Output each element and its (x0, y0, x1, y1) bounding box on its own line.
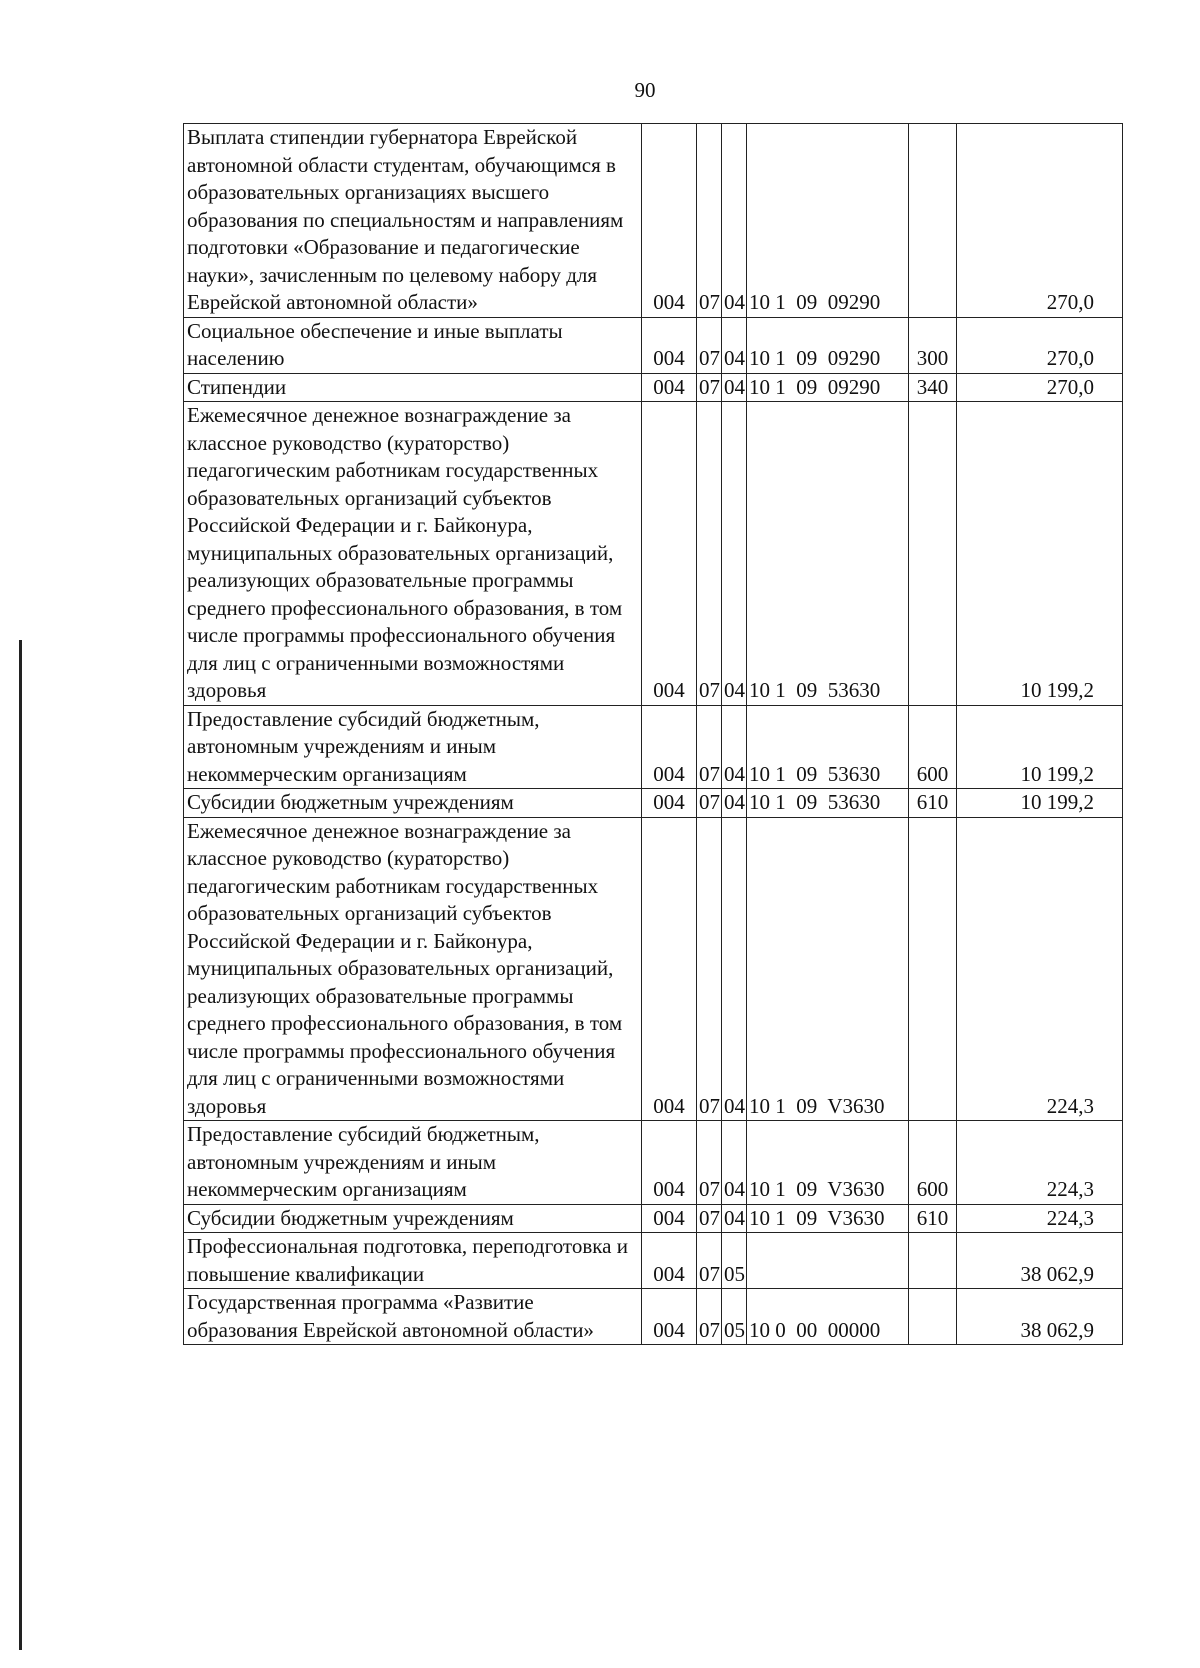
target-article-cell: 10 1 09 09290 (747, 373, 909, 402)
target-article-cell: 10 1 09 09290 (747, 124, 909, 318)
expense-type-cell (909, 402, 957, 706)
target-article-cell: 10 0 00 00000 (747, 1289, 909, 1345)
amount-cell: 224,3 (957, 1121, 1123, 1205)
table-row (184, 817, 1123, 1121)
section-cell: 07 (697, 1121, 722, 1205)
subsection-cell: 04 (722, 373, 747, 402)
target-article-cell: 10 1 09 V3630 (747, 817, 909, 1121)
section-cell: 07 (697, 1233, 722, 1289)
expense-type-cell (909, 1233, 957, 1289)
section-cell: 07 (697, 124, 722, 318)
table-row (184, 1204, 1123, 1233)
expense-type-cell: 300 (909, 317, 957, 373)
section-cell: 07 (697, 1289, 722, 1345)
amount-cell: 270,0 (957, 317, 1123, 373)
amount-cell: 224,3 (957, 1204, 1123, 1233)
grbs-cell: 004 (642, 373, 697, 402)
expense-type-cell (909, 817, 957, 1121)
row-name-cell: Государственная программа «Развитие образования Еврейской автономной области» (184, 1289, 642, 1345)
row-name-cell: Стипендии (184, 373, 642, 402)
target-article-cell: 10 1 09 09290 (747, 317, 909, 373)
amount-cell: 270,0 (957, 124, 1123, 318)
section-cell: 07 (697, 373, 722, 402)
grbs-cell: 004 (642, 1121, 697, 1205)
amount-cell: 10 199,2 (957, 789, 1123, 818)
table-row (184, 124, 1123, 318)
subsection-cell: 04 (722, 1121, 747, 1205)
grbs-cell: 004 (642, 1204, 697, 1233)
grbs-cell: 004 (642, 402, 697, 706)
subsection-cell: 04 (722, 789, 747, 818)
grbs-cell: 004 (642, 317, 697, 373)
row-name-cell: Предоставление субсидий бюджетным, автономным учреждениям и иным некоммерческим организациям (184, 1121, 642, 1205)
row-name-cell: Профессиональная подготовка, переподготовка и повышение квалификации (184, 1233, 642, 1289)
subsection-cell: 05 (722, 1233, 747, 1289)
amount-cell: 38 062,9 (957, 1233, 1123, 1289)
table-row (184, 1121, 1123, 1205)
section-cell: 07 (697, 705, 722, 789)
table-row (184, 705, 1123, 789)
expense-type-cell: 610 (909, 789, 957, 818)
expense-type-cell: 610 (909, 1204, 957, 1233)
subsection-cell: 05 (722, 1289, 747, 1345)
subsection-cell: 04 (722, 817, 747, 1121)
table-row (184, 402, 1123, 706)
table-row (184, 1233, 1123, 1289)
grbs-cell: 004 (642, 817, 697, 1121)
subsection-cell: 04 (722, 317, 747, 373)
expense-type-cell (909, 124, 957, 318)
section-cell: 07 (697, 317, 722, 373)
expense-type-cell: 340 (909, 373, 957, 402)
target-article-cell: 10 1 09 53630 (747, 705, 909, 789)
row-name-cell: Предоставление субсидий бюджетным, автономным учреждениям и иным некоммерческим организациям (184, 705, 642, 789)
row-name-cell: Субсидии бюджетным учреждениям (184, 1204, 642, 1233)
section-cell: 07 (697, 817, 722, 1121)
section-cell: 07 (697, 789, 722, 818)
row-name-cell: Ежемесячное денежное вознаграждение за классное руководство (кураторство) педагогическим работникам государственных образовательных организаций субъектов Российской Федерации и г. Байконура, муниципальных образовательных организаций, реализующих образовательные программы среднего профессионального образования, в том числе программы профессионального обучения для лиц с ограниченными возможностями здоровья (184, 402, 642, 706)
target-article-cell: 10 1 09 53630 (747, 402, 909, 706)
grbs-cell: 004 (642, 705, 697, 789)
budget-table (183, 123, 1123, 1345)
subsection-cell: 04 (722, 705, 747, 789)
row-name-cell: Социальное обеспечение и иные выплаты населению (184, 317, 642, 373)
table-row (184, 1289, 1123, 1345)
table-row (184, 317, 1123, 373)
margin-scan-line (19, 640, 22, 1650)
page-number: 90 (634, 78, 656, 102)
amount-cell: 10 199,2 (957, 402, 1123, 706)
grbs-cell: 004 (642, 124, 697, 318)
subsection-cell: 04 (722, 402, 747, 706)
expense-type-cell: 600 (909, 1121, 957, 1205)
expense-type-cell: 600 (909, 705, 957, 789)
subsection-cell: 04 (722, 1204, 747, 1233)
target-article-cell: 10 1 09 V3630 (747, 1121, 909, 1205)
amount-cell: 270,0 (957, 373, 1123, 402)
row-name-cell: Выплата стипендии губернатора Еврейской автономной области студентам, обучающимся в образовательных организациях высшего образования по специальностям и направлениям подготовки «Образование и педагогические науки», зачисленным по целевому набору для Еврейской автономной области» (184, 124, 642, 318)
target-article-cell (747, 1233, 909, 1289)
amount-cell: 38 062,9 (957, 1289, 1123, 1345)
grbs-cell: 004 (642, 1289, 697, 1345)
section-cell: 07 (697, 402, 722, 706)
amount-cell: 224,3 (957, 817, 1123, 1121)
row-name-cell: Ежемесячное денежное вознаграждение за классное руководство (кураторство) педагогическим работникам государственных образовательных организаций субъектов Российской Федерации и г. Байконура, муниципальных образовательных организаций, реализующих образовательные программы среднего профессионального образования, в том числе программы профессионального обучения для лиц с ограниченными возможностями здоровья (184, 817, 642, 1121)
row-name-cell: Субсидии бюджетным учреждениям (184, 789, 642, 818)
target-article-cell: 10 1 09 53630 (747, 789, 909, 818)
budget-table-body (184, 124, 1123, 1345)
table-row (184, 789, 1123, 818)
subsection-cell: 04 (722, 124, 747, 318)
amount-cell: 10 199,2 (957, 705, 1123, 789)
expense-type-cell (909, 1289, 957, 1345)
target-article-cell: 10 1 09 V3630 (747, 1204, 909, 1233)
section-cell: 07 (697, 1204, 722, 1233)
table-row (184, 373, 1123, 402)
grbs-cell: 004 (642, 1233, 697, 1289)
grbs-cell: 004 (642, 789, 697, 818)
